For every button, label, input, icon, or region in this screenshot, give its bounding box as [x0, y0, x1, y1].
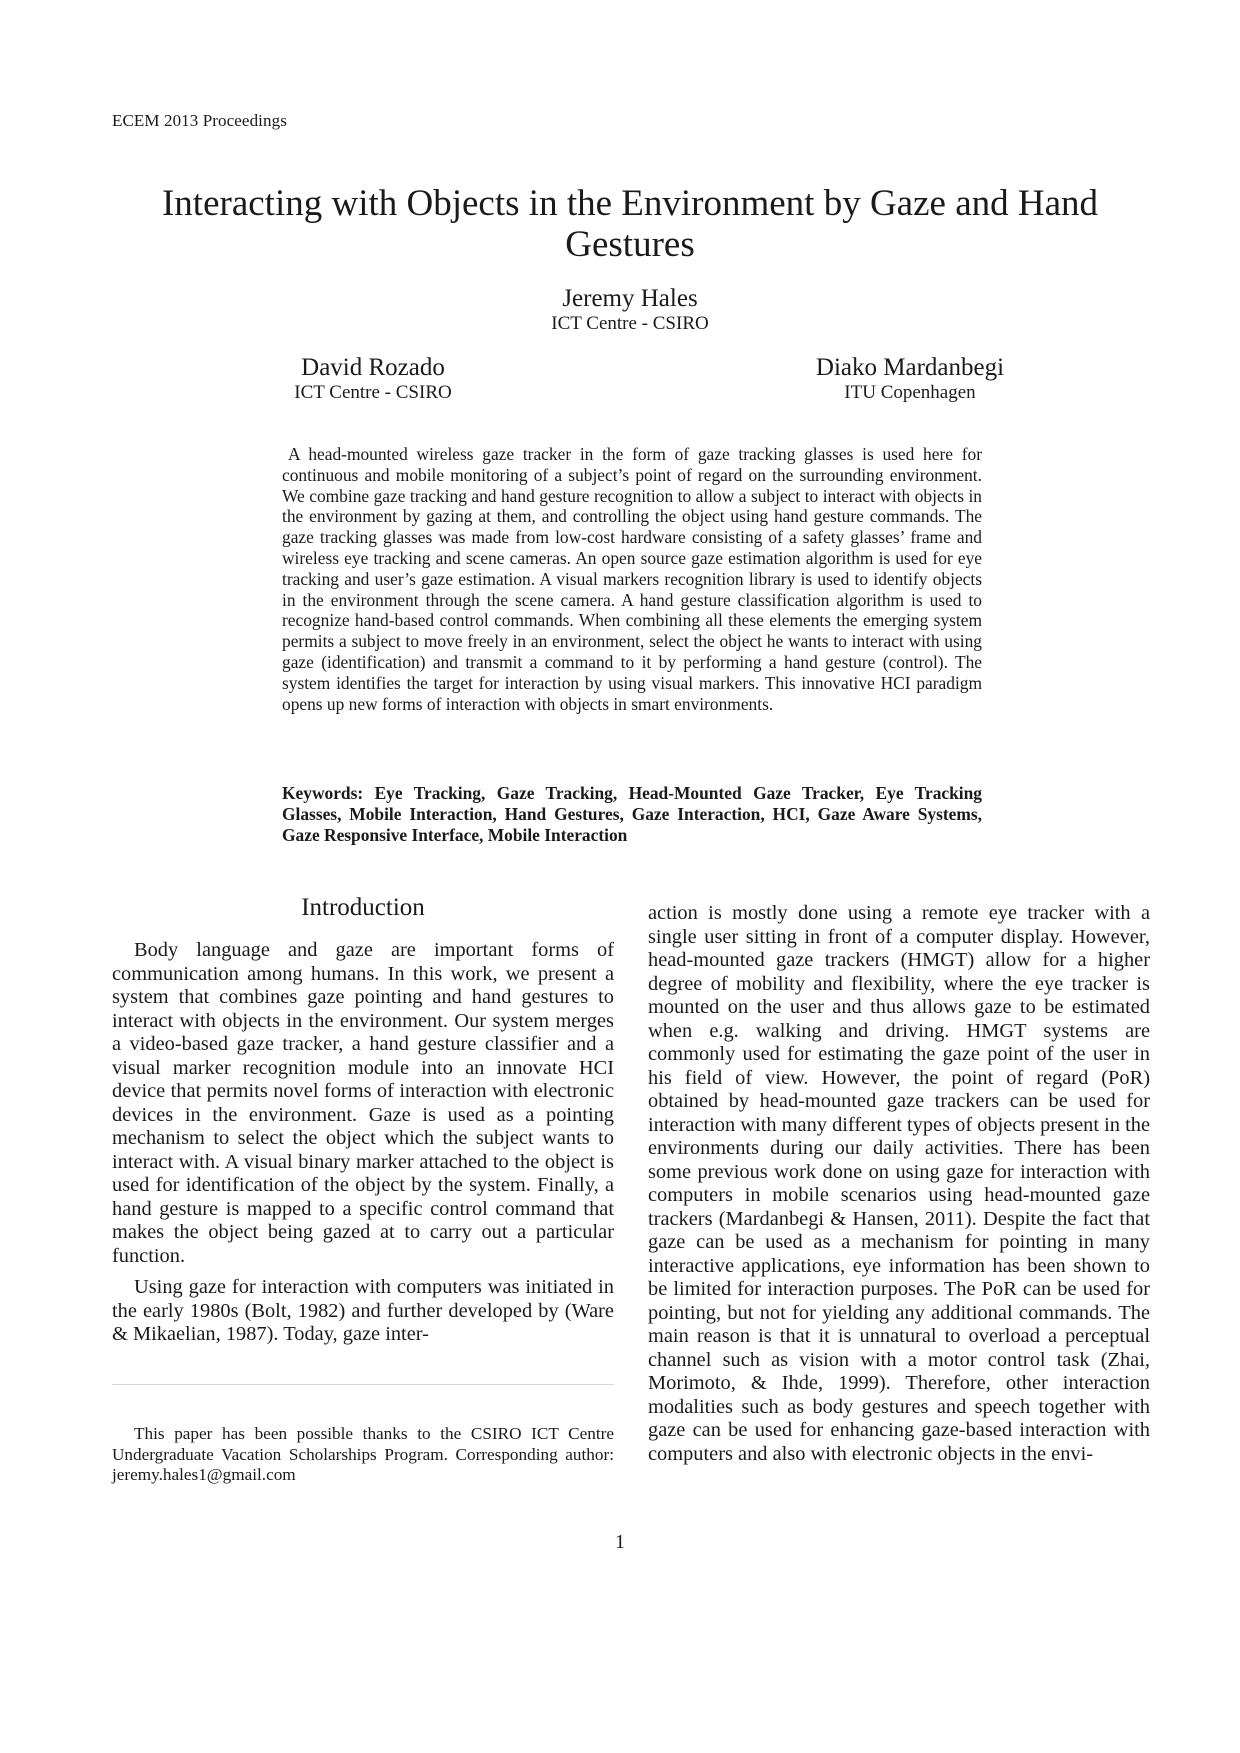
- keywords: Keywords: Eye Tracking, Gaze Tracking, Head-Mounted Gaze Tracker, Eye Tracking Glasses, Mobile Interaction, Hand Gestures, Gaze Interaction, HCI, Gaze Aware Systems, Gaze Responsive Interface, Mobile Interaction: [282, 783, 982, 845]
- body-column-right: [648, 902, 1150, 1474]
- body-column-left: [112, 893, 614, 1355]
- body-paragraph: Body language and gaze are important forms of communication among humans. In this work, we present a system that combines gaze pointing and hand gestures to interact with objects in the environment. Our system merges a video-based gaze tracker, a hand gesture classifier and a visual marker recognition module into an innovate HCI device that permits novel forms of interaction with electronic devices in the environment. Gaze is used as a pointing mechanism to select the object which the subject wants to interact with. A visual binary marker attached to the object is used for identification of the object by the system. Finally, a hand gesture is mapped to a specific control command that makes the object being gazed at to carry out a particular function.: [112, 939, 614, 1267]
- author-name: Jeremy Hales: [562, 285, 698, 312]
- paper-title: Interacting with Objects in the Environment by Gaze and Hand Gestures: [161, 183, 1099, 265]
- body-paragraph-continued: action is mostly done using a remote eye tracker with a single user sitting in front of a computer display. However, head-mounted gaze trackers (HMGT) allow for a higher degree of mobility and flexibility, where the eye tracker is mounted on the user and thus allows gaze to be estimated when e.g. walking and driving. HMGT systems are commonly used for estimating the gaze point of the user in his field of view. However, the point of regard (PoR) obtained by head-mounted gaze trackers can be used for interaction with many different types of objects present in the environments during our daily activities. There has been some previous work done on using gaze for interaction with computers in mobile scenarios using head-mounted gaze trackers (Mardanbegi & Hansen, 2011). Despite the fact that gaze can be used as a mechanism for pointing in many interactive applications, eye information has been shown to be limited for interaction purposes. The PoR can be used for pointing, but not for yielding any additional commands. The main reason is that it is unnatural to overload a perceptual channel such as vision with a motor control task (Zhai, Morimoto, & Ihde, 1999). Therefore, other interaction modalities such as body gestures and speech together with gaze can be used for enhancing gaze-based interaction with computers and also with electronic objects in the envi-: [648, 902, 1150, 1465]
- footnote-divider: [112, 1384, 614, 1385]
- abstract: A head-mounted wireless gaze tracker in the form of gaze tracking glasses is used here for continuous and mobile monitoring of a subject’s point of regard on the surrounding environment. We combine gaze tracking and hand gesture recognition to allow a subject to interact with objects in the environment by gazing at them, and controlling the object using hand gesture commands. The gaze tracking glasses was made from low-cost hardware consisting of a safety glasses’ frame and wireless eye tracking and scene cameras. An open source gaze estimation algorithm is used for eye tracking and user’s gaze estimation. A visual markers recognition library is used to identify objects in the environment through the scene camera. A hand gesture classification algorithm is used to recognize hand-based control commands. When combining all these elements the emerging system permits a subject to move freely in an environment, select the object he wants to interact with using gaze (identification) and transmit a command to it by performing a hand gesture (control). The system identifies the target for interaction by using visual markers. This innovative HCI paradigm opens up new forms of interaction with objects in smart environments.: [282, 444, 982, 714]
- author-block: [470, 284, 790, 334]
- page-number: 1: [615, 1531, 625, 1553]
- author-block: [213, 353, 533, 403]
- author-name: David Rozado: [301, 354, 445, 381]
- running-head: ECEM 2013 Proceedings: [112, 111, 287, 130]
- author-block: [750, 353, 1070, 403]
- section-heading-introduction: Introduction: [301, 894, 425, 921]
- author-affiliation: ICT Centre - CSIRO: [551, 313, 709, 334]
- author-name: Diako Mardanbegi: [815, 354, 1005, 381]
- author-affiliation: ITU Copenhagen: [844, 382, 976, 403]
- author-affiliation: ICT Centre - CSIRO: [294, 382, 452, 403]
- footnote: This paper has been possible thanks to the CSIRO ICT Centre Undergraduate Vacation Scholarships Program. Corresponding author: jeremy.hales1@gmail.com: [112, 1424, 614, 1484]
- body-paragraph: Using gaze for interaction with computers was initiated in the early 1980s (Bolt, 1982) and further developed by (Ware & Mikaelian, 1987). Today, gaze inter-: [112, 1276, 614, 1345]
